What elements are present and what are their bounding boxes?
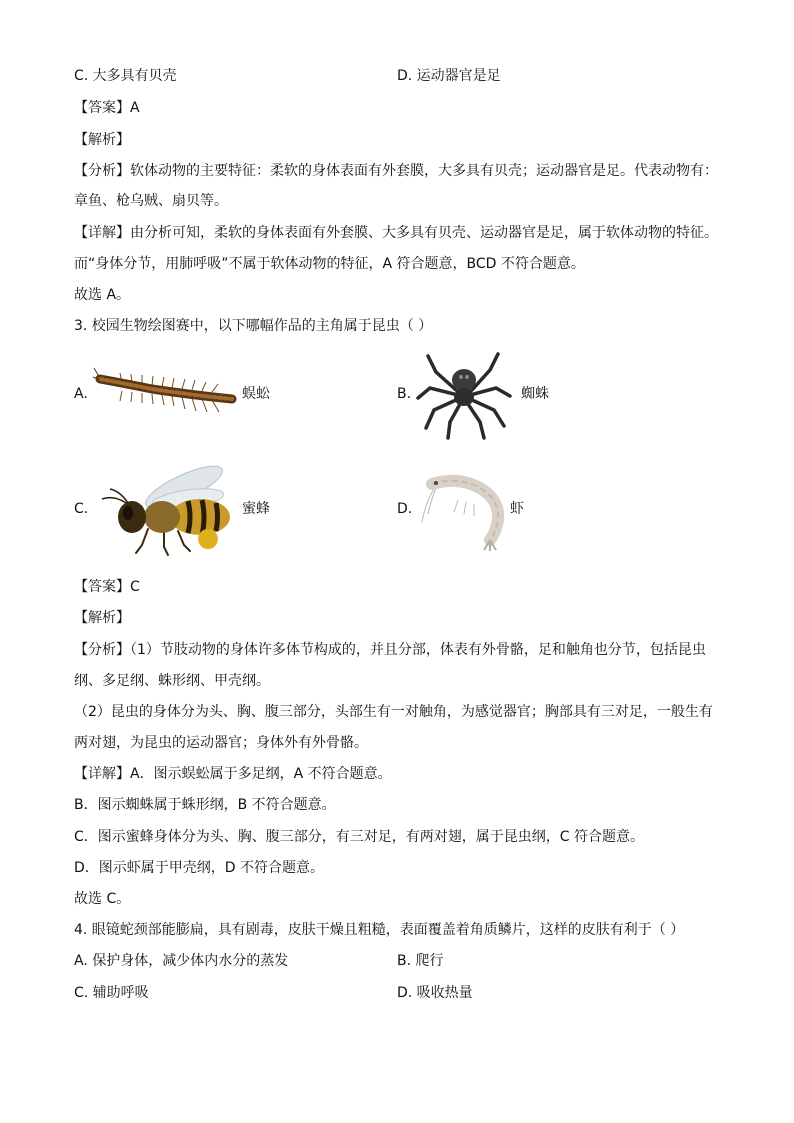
q3-detail-c: C．图示蜜蜂身体分为头、胸、腹三部分，有三对足，有两对翅，属于昆虫纲，C 符合题意。 xyxy=(74,829,644,845)
bee-image xyxy=(92,455,238,559)
q2-detail-line-2: 而“身体分节，用肺呼吸”不属于软体动物的特征，A 符合题意，BCD 不符合题意。 xyxy=(74,256,585,272)
q2-option-c: C. 大多具有贝壳 xyxy=(74,68,177,84)
q3-detail-d: D．图示虾属于甲壳纲，D 不符合题意。 xyxy=(74,860,325,876)
q4-option-a: A. 保护身体，减少体内水分的蒸发 xyxy=(74,953,289,969)
q3-option-c-letter: C. xyxy=(74,501,89,517)
q3-option-c-name: 蜜蜂 xyxy=(242,501,270,517)
shrimp-image xyxy=(418,470,510,552)
centipede-image xyxy=(92,365,242,415)
q4-option-b: B. 爬行 xyxy=(397,953,444,969)
q3-analysis-heading: 【解析】 xyxy=(74,610,130,626)
q4-question: 4. 眼镜蛇颈部能膨扁，具有剧毒，皮肤干燥且粗糙，表面覆盖着角质鳞片，这样的皮肤有利于（ ） xyxy=(74,922,685,938)
q3-question: 3. 校园生物绘图赛中，以下哪幅作品的主角属于昆虫（ ） xyxy=(74,318,433,334)
q3-option-d-name: 虾 xyxy=(510,501,524,517)
q3-conclusion: 故选 C。 xyxy=(74,891,131,907)
q2-answer: 【答案】A xyxy=(74,100,140,116)
q2-analysis-line-1: 【分析】软体动物的主要特征：柔软的身体表面有外套膜，大多具有贝壳；运动器官是足。代表动物有： xyxy=(74,163,718,179)
q4-option-d: D. 吸收热量 xyxy=(397,985,473,1001)
q3-analysis-line-1: 【分析】（1）节肢动物的身体许多体节构成的，并且分部，体表有外骨骼，足和触角也分节，包括昆虫 xyxy=(74,642,706,658)
q2-detail-line-1: 【详解】由分析可知，柔软的身体表面有外套膜、大多具有贝壳、运动器官是足，属于软体动物的特征。 xyxy=(74,225,718,241)
q2-conclusion: 故选 A。 xyxy=(74,287,131,303)
q3-analysis-line-4: 两对翅，为昆虫的运动器官；身体外有外骨骼。 xyxy=(74,735,368,751)
q3-option-d-letter: D. xyxy=(397,501,413,517)
q2-analysis-line-2: 章鱼、枪乌贼、扇贝等。 xyxy=(74,193,228,209)
q3-answer: 【答案】C xyxy=(74,579,140,595)
q3-option-b-name: 蜘蛛 xyxy=(521,386,549,402)
q3-detail-a: 【详解】A．图示蜈蚣属于多足纲，A 不符合题意。 xyxy=(74,766,392,782)
q2-analysis-heading: 【解析】 xyxy=(74,132,130,148)
q2-option-d: D. 运动器官是足 xyxy=(397,68,501,84)
q3-option-a-letter: A. xyxy=(74,386,88,402)
q3-detail-b: B．图示蜘蛛属于蛛形纲，B 不符合题意。 xyxy=(74,797,336,813)
q4-option-c: C. 辅助呼吸 xyxy=(74,985,149,1001)
q3-analysis-line-2: 纲、多足纲、蛛形纲、甲壳纲。 xyxy=(74,673,270,689)
q3-option-b-letter: B. xyxy=(397,386,412,402)
q3-analysis-line-3: （2）昆虫的身体分为头、胸、腹三部分，头部生有一对触角，为感觉器官；胸部具有三对足，一般生有 xyxy=(74,704,713,720)
q3-option-a-name: 蜈蚣 xyxy=(242,386,270,402)
spider-image xyxy=(416,350,512,440)
